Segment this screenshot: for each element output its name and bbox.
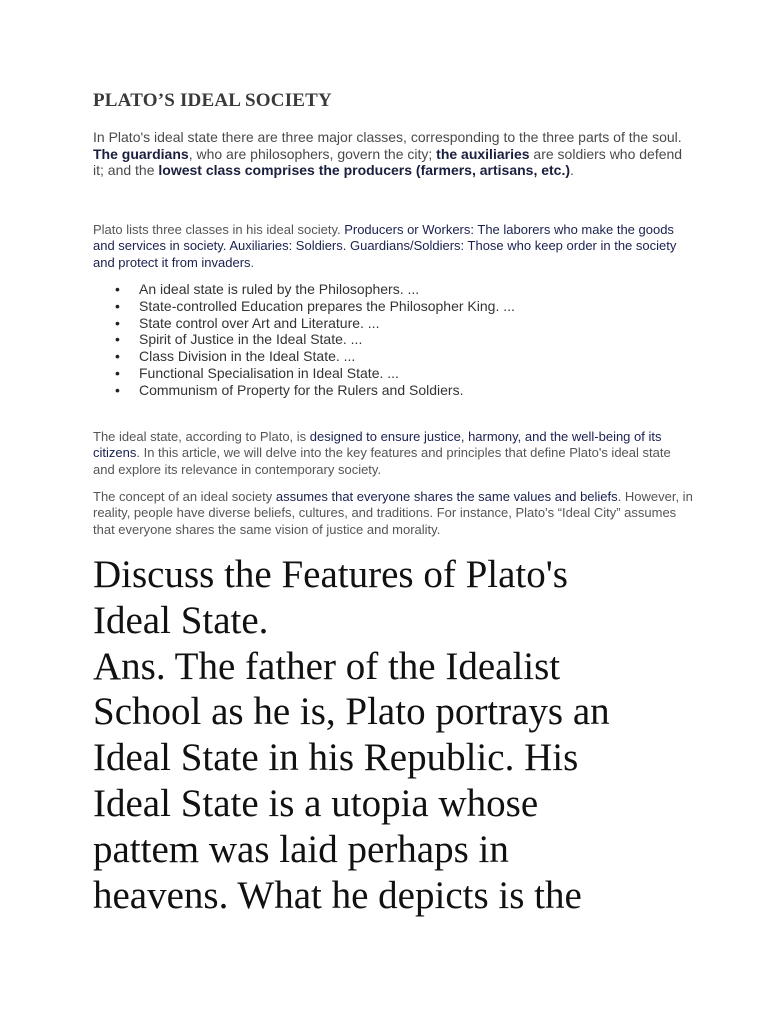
list-item: • State control over Art and Literature. ... bbox=[93, 315, 673, 332]
essay-line: Ideal State. bbox=[93, 598, 269, 642]
essay-line: pattem was laid perhaps in bbox=[93, 827, 509, 871]
justice-paragraph bbox=[93, 429, 673, 478]
concept-highlight: assumes that everyone shares the same values and beliefs bbox=[275, 489, 618, 504]
concept-text-1: The concept of an ideal society bbox=[93, 489, 276, 504]
features-list bbox=[93, 281, 673, 399]
intro-text-4: . bbox=[570, 162, 574, 178]
list-item: • Functional Specialisation in Ideal State. ... bbox=[93, 365, 673, 382]
intro-text-1: In Plato's ideal state there are three major classes, corresponding to the three parts of the soul. bbox=[93, 129, 682, 145]
essay-line: Ideal State is a utopia whose bbox=[93, 781, 539, 825]
essay-line: Discuss the Features of Plato's bbox=[93, 553, 568, 596]
classes-text-2: . bbox=[250, 254, 255, 270]
list-item: • Communism of Property for the Rulers and Soldiers. bbox=[93, 382, 673, 399]
classes-paragraph bbox=[93, 222, 693, 271]
justice-text-2: . In this article, we will delve into the key features and principles that define Plato's ideal state and explore its relevance in contemporary society. bbox=[93, 445, 671, 477]
list-item: • State-controlled Education prepares the Philosopher King. ... bbox=[93, 298, 673, 315]
classes-highlight: Producers or Workers: The laborers who make the goods and services in society. Auxiliaries: Soldiers. Guardians/Soldiers: Those who keep order in the society and protect it from invaders bbox=[93, 222, 677, 270]
essay-line: Ideal State in his Republic. His bbox=[93, 736, 579, 780]
justice-highlight: designed to ensure justice, harmony, and the well-being of its citizens bbox=[93, 429, 662, 461]
concept-text-2: . However, in reality, people have diverse beliefs, cultures, and traditions. For instance, Plato's “Ideal City” assumes that everyone shares the same vision of justice and morality. bbox=[93, 489, 693, 537]
page-title: PLATO’S IDEAL SOCIETY bbox=[93, 90, 332, 111]
list-item: • Class Division in the Ideal State. ... bbox=[93, 348, 673, 365]
concept-paragraph bbox=[93, 489, 693, 538]
guardians-bold: The guardians bbox=[93, 145, 189, 162]
intro-paragraph bbox=[93, 129, 693, 179]
essay-line: heavens. What he depicts is the bbox=[93, 873, 582, 917]
intro-text-3: are soldiers who defend it; and the bbox=[93, 145, 683, 178]
essay-line: Ans. The father of the Idealist bbox=[93, 644, 561, 688]
classes-text-1: Plato lists three classes in his ideal society. bbox=[93, 222, 345, 237]
intro-text-2: , who are philosophers, govern the city; bbox=[188, 145, 437, 162]
justice-text-1: The ideal state, according to Plato, is bbox=[93, 429, 310, 444]
producers-bold: lowest class comprises the producers (farmers, artisans, etc.) bbox=[158, 162, 571, 178]
list-item: • An ideal state is ruled by the Philosophers. ... bbox=[93, 281, 673, 298]
essay-body bbox=[93, 552, 693, 918]
essay-line: School as he is, Plato portrays an bbox=[93, 690, 610, 734]
list-item: • Spirit of Justice in the Ideal State. ... bbox=[93, 331, 673, 348]
auxiliaries-bold: the auxiliaries bbox=[436, 145, 530, 162]
